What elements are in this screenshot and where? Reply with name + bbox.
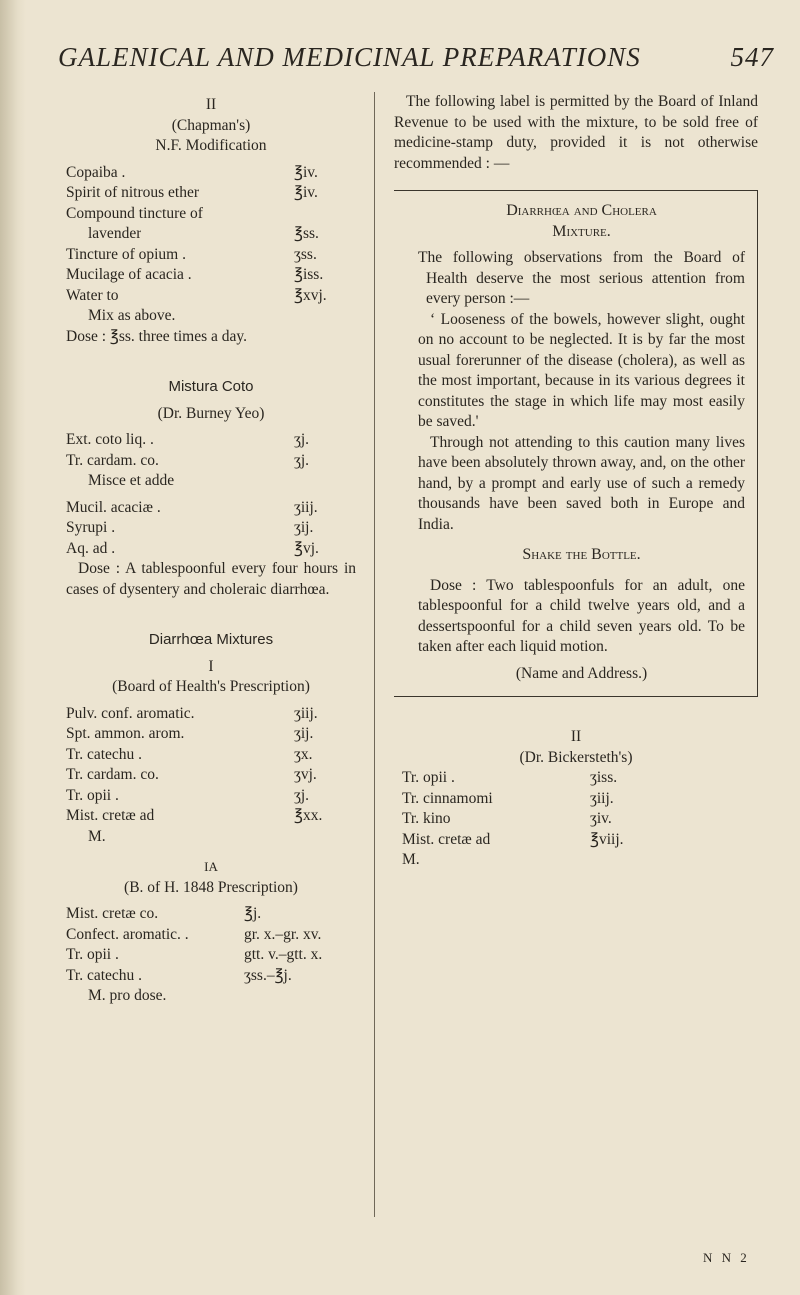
- ingredient-row: Tr. catechu . ʒx.: [66, 745, 313, 763]
- diarrhoea-source: (Board of Health's Prescription): [112, 678, 310, 695]
- running-header: [58, 42, 774, 73]
- ia-number: IA: [204, 859, 218, 874]
- page-number: 547: [730, 42, 774, 72]
- ingredient-row: Mist. cretæ ad ℥viij.: [402, 830, 624, 848]
- bickersteth-author: (Dr. Bickersteth's): [519, 748, 633, 766]
- chapman-dose: Dose : ℥ss. three times a day.: [66, 327, 247, 345]
- ingredient-row: Tr. cardam. co. ʒj.: [66, 451, 310, 469]
- signature-mark: N N 2: [703, 1250, 750, 1265]
- book-spine-shadow: [0, 0, 26, 1295]
- ingredient-row: Mist. cretæ ad ℥xx.: [66, 807, 323, 824]
- label-title-line2: Mixture.: [552, 222, 611, 240]
- label-dose: Dose : Two tablespoonfuls for an adult, one tablespoonful for a child twelve years old, and a dessertspoonful for a child seven years old. To be taken after each liquid motion.: [418, 576, 745, 655]
- chapman-author: (Chapman's): [171, 116, 251, 134]
- label-shake: Shake the Bottle.: [522, 546, 641, 563]
- ingredient-row: Tr. opii . ʒj.: [66, 786, 310, 804]
- coto-title: Mistura Coto: [168, 378, 254, 395]
- ingredient-row: Tr. kino ʒiv.: [402, 810, 612, 827]
- label-p2: ‘ Looseness of the bowels, however slight, ought on no account to be neglected. It is by far the most usual forerunner of the disease (cholera), as well as the most important, because in its various degrees it constitutes the stage in which life may most easily be saved.': [418, 310, 745, 430]
- diarrhoea-m: M.: [88, 827, 106, 845]
- ingredient-row: Tr. opii . gtt. v.–gtt. x.: [66, 946, 323, 963]
- left-column: [66, 95, 356, 1007]
- ingredient-row: Mucil. acaciæ . ʒiij.: [66, 498, 318, 516]
- coto-author: (Dr. Burney Yeo): [157, 404, 265, 422]
- ingredient-row: Tr. catechu . ʒss.–℥j.: [66, 966, 292, 984]
- ingredient-row: Compound tincture of: [66, 204, 203, 222]
- chapman-subtitle: N.F. Modification: [155, 137, 267, 154]
- chapman-ingredients: [66, 163, 356, 307]
- ingredient-row: lavender ℥ss.: [88, 225, 319, 242]
- ingredient-row: Ext. coto liq. . ʒj.: [66, 431, 310, 448]
- ingredient-row: Tr. cinnamomi ʒiij.: [402, 789, 614, 807]
- ingredient-row: Copaiba . ℥iv.: [66, 163, 318, 181]
- label-p3: Through not attending to this caution many lives have been absolutely thrown away, and, on the other hand, by a prompt and early use of such a remedy thousands have been saved both in Europe and India.: [418, 433, 745, 533]
- diarrhoea-title: Diarrhœa Mixtures: [148, 631, 274, 648]
- label-title-line1: Diarrhœa and Cholera: [506, 202, 657, 219]
- ingredient-row: Water to ℥xvj.: [66, 286, 327, 304]
- label-box: [394, 190, 758, 697]
- ingredient-row: Tincture of opium . ʒss.: [66, 245, 317, 263]
- bickersteth-number: II: [570, 728, 582, 745]
- running-title: GALENICAL AND MEDICINAL PREPARATIONS: [58, 42, 641, 72]
- ingredient-row: Mucilage of acacia . ℥iss.: [66, 266, 324, 283]
- ingredient-row: Spirit of nitrous ether ℥iv.: [66, 184, 318, 201]
- column-divider: [374, 92, 375, 1217]
- ingredient-row: Aq. ad . ℥vj.: [66, 539, 319, 557]
- ingredient-row: Confect. aromatic. . gr. x.–gr. xv.: [66, 925, 322, 943]
- coto-dose: Dose : A tablespoonful every four hours in cases of dysentery and choleraic diarrhœa.: [66, 560, 356, 598]
- label-p1: The following observations from the Board of Health deserve the most serious attention from every person :—: [418, 249, 745, 307]
- ingredient-row: Tr. opii . ʒiss.: [402, 769, 618, 786]
- chapman-number: II: [205, 96, 217, 113]
- ia-m: M. pro dose.: [88, 987, 167, 1004]
- bickersteth-m: M.: [402, 851, 420, 868]
- ia-source: (B. of H. 1848 Prescription): [124, 878, 298, 896]
- coto-subhead: Misce et adde: [88, 472, 175, 489]
- ingredient-row: Mist. cretæ co. ℥j.: [66, 905, 262, 922]
- diarrhoea-number: I: [208, 657, 214, 675]
- ingredient-row: Syrupi . ʒij.: [66, 519, 314, 536]
- label-name-address: (Name and Address.): [515, 664, 648, 682]
- chapman-method: Mix as above.: [88, 307, 176, 324]
- label-intro: The following label is permitted by the Board of Inland Revenue to be used with the mixture, to be sold free of medicine-stamp duty, provided it is not otherwise recommended : —: [394, 93, 758, 172]
- right-column: [394, 92, 758, 871]
- ingredient-row: Tr. cardam. co. ʒvj.: [66, 766, 317, 783]
- ingredient-row: Pulv. conf. aromatic. ʒiij.: [66, 704, 318, 722]
- ingredient-row: Spt. ammon. arom. ʒij.: [66, 725, 314, 742]
